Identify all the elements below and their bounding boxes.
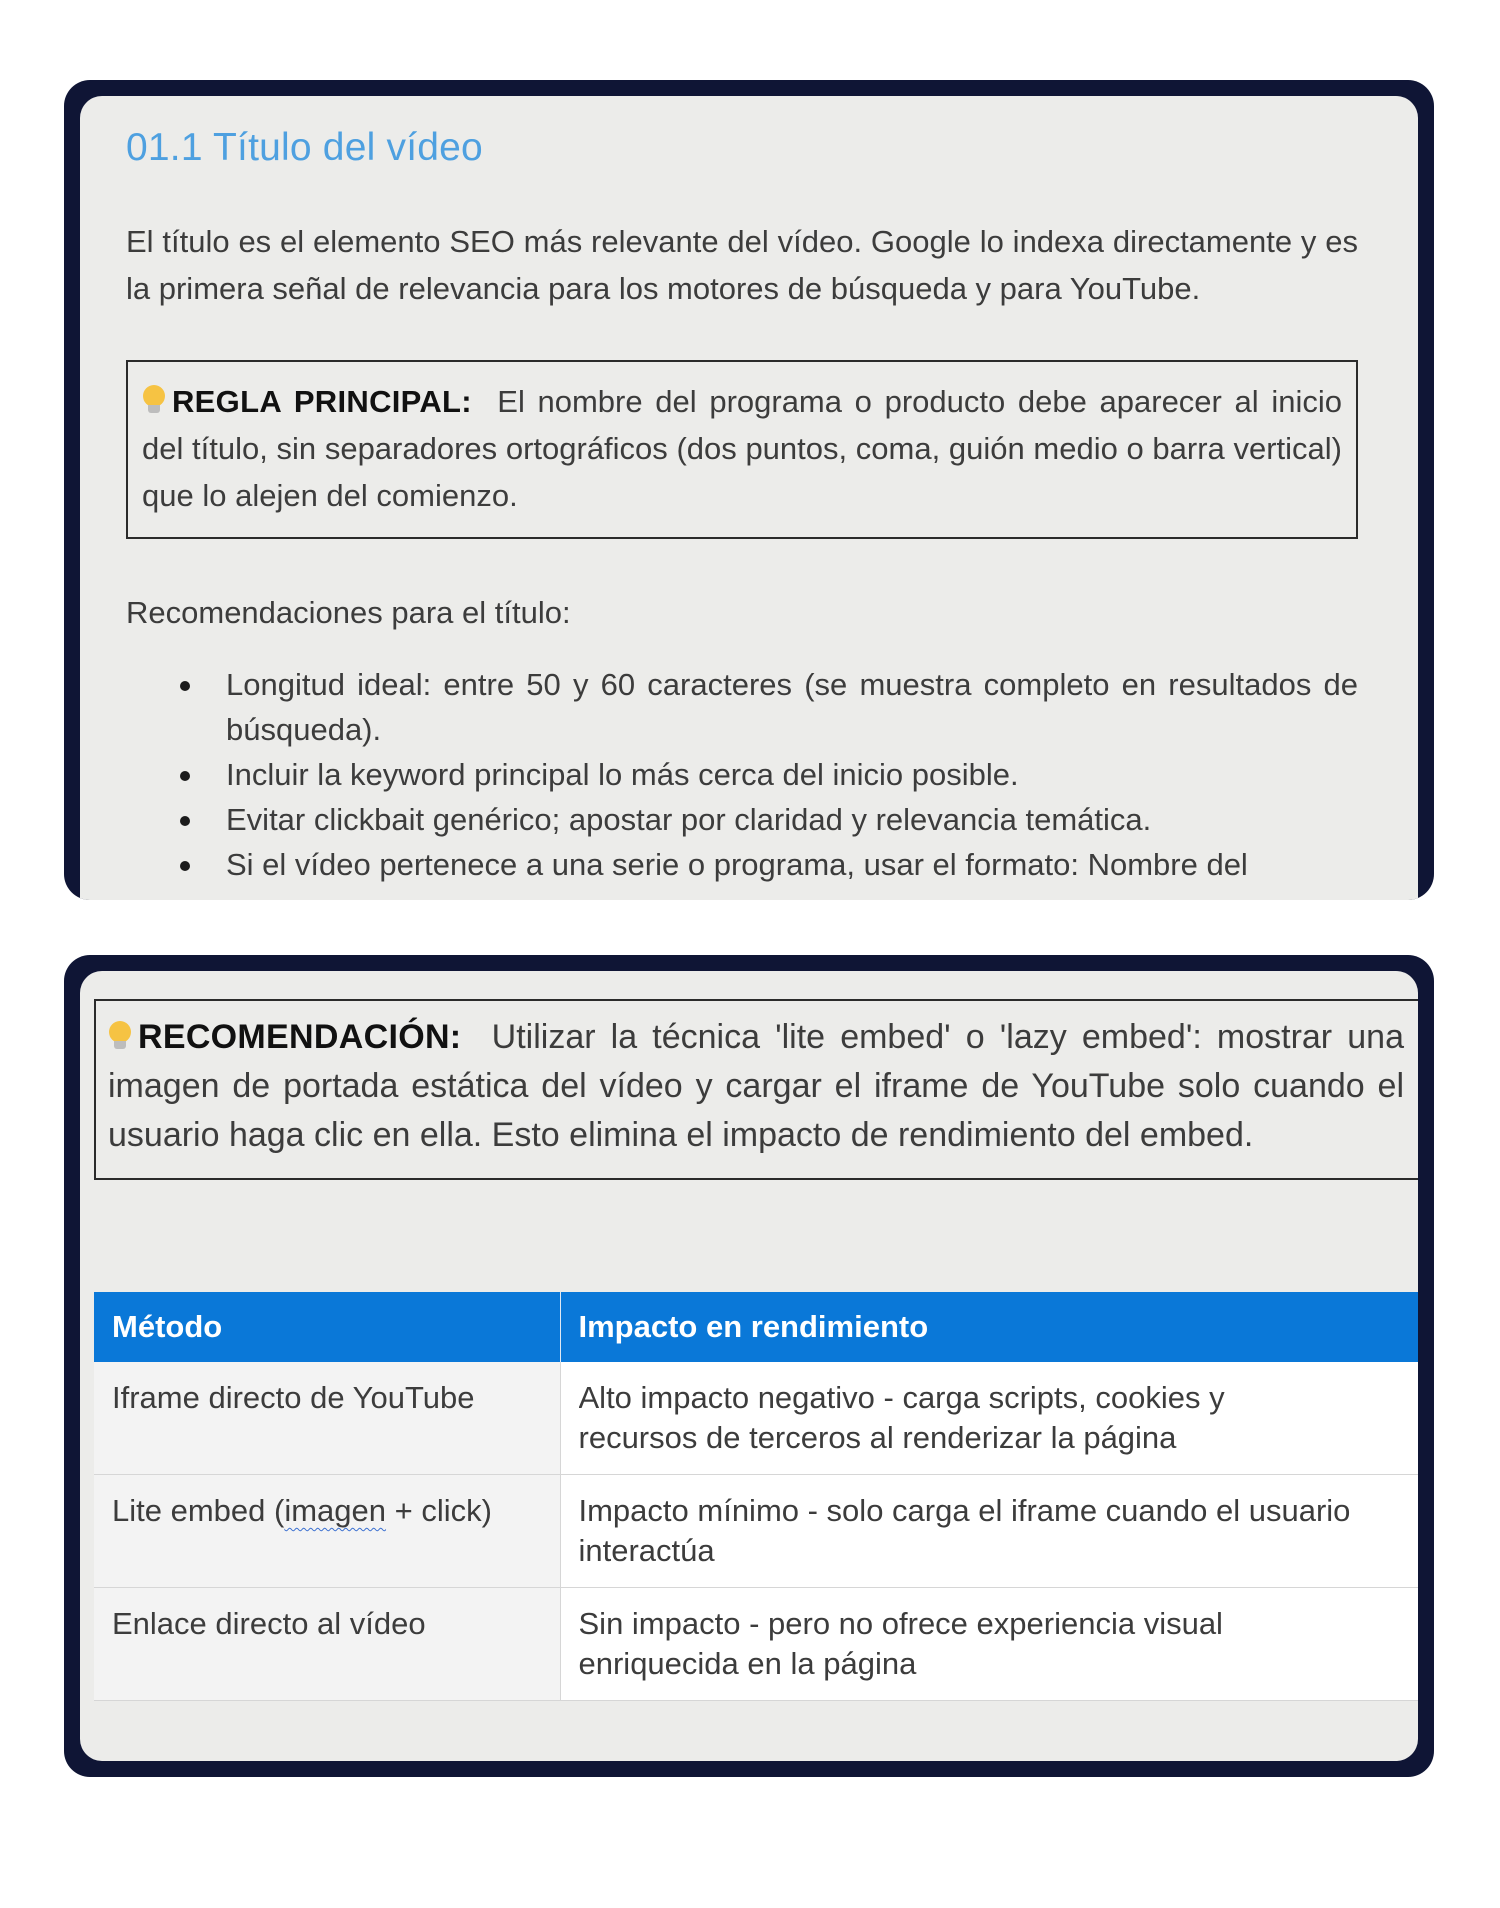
bottom-panel-frame xyxy=(64,955,1434,1777)
list-item: Si el vídeo pertenece a una serie o programa, usar el formato: Nombre del xyxy=(176,842,1358,887)
methods-table-wrap xyxy=(94,1292,1418,1701)
list-item: Evitar clickbait genérico; apostar por claridad y relevancia temática. xyxy=(176,797,1358,842)
top-panel-screen xyxy=(80,96,1418,900)
recommendation-callout xyxy=(94,999,1418,1180)
recommendations-heading: Recomendaciones para el título: xyxy=(126,595,571,630)
table-header-row xyxy=(94,1292,1418,1362)
bottom-panel-screen xyxy=(80,971,1418,1761)
column-header-impact: Impacto en rendimiento xyxy=(560,1292,1418,1362)
method-cell: Enlace directo al vídeo xyxy=(94,1588,560,1701)
recommendation-text: Utilizar la técnica 'lite embed' o 'lazy embed': mostrar una imagen de portada estática del vídeo y cargar el iframe de YouTube solo cuando el usuario haga clic en ella. Esto elimina el impacto de rendimiento del embed. xyxy=(108,1018,1404,1154)
spellcheck-word: imagen xyxy=(284,1493,387,1528)
lightbulb-icon xyxy=(142,385,164,415)
column-header-method: Método xyxy=(94,1292,560,1362)
impact-cell: Alto impacto negativo - carga scripts, cookies y recursos de terceros al renderizar la página xyxy=(560,1362,1418,1475)
table-row xyxy=(94,1362,1418,1475)
top-panel-frame xyxy=(64,80,1434,900)
impact-cell: Sin impacto - pero no ofrece experiencia visual enriquecida en la página xyxy=(560,1588,1418,1701)
method-cell: Lite embed (imagen + click) xyxy=(94,1475,560,1588)
recommendations-list xyxy=(126,662,1358,887)
method-cell: Iframe directo de YouTube xyxy=(94,1362,560,1475)
rule-text: El nombre del programa o producto debe aparecer al inicio del título, sin separadores ortográficos (dos puntos, coma, guión medio o barra vertical) que lo alejen del comienzo. xyxy=(142,384,1342,513)
list-item: Longitud ideal: entre 50 y 60 caracteres (se muestra completo en resultados de búsqueda). xyxy=(176,662,1358,752)
rule-label: REGLA PRINCIPAL: xyxy=(172,384,472,419)
list-item: Incluir la keyword principal lo más cerca del inicio posible. xyxy=(176,752,1358,797)
section-title: 01.1 Título del vídeo xyxy=(126,126,483,169)
intro-paragraph: El título es el elemento SEO más relevante del vídeo. Google lo indexa directamente y es la primera señal de relevancia para los motores de búsqueda y para YouTube. xyxy=(126,224,1358,306)
methods-table xyxy=(94,1292,1418,1701)
table-row xyxy=(94,1588,1418,1701)
rule-callout xyxy=(126,360,1358,539)
table-row xyxy=(94,1475,1418,1588)
recommendation-label: RECOMENDACIÓN: xyxy=(138,1018,462,1056)
lightbulb-icon xyxy=(108,1021,130,1051)
impact-cell: Impacto mínimo - solo carga el iframe cuando el usuario interactúa xyxy=(560,1475,1418,1588)
